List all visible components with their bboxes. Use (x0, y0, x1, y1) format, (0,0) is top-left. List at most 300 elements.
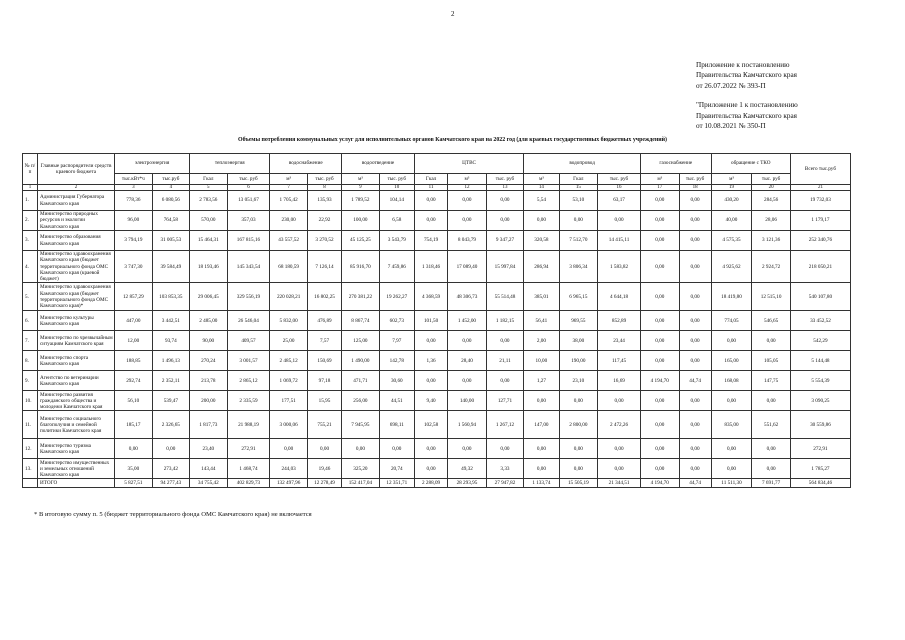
cell-value: 3 442,51 (152, 311, 189, 331)
column-number: 21 (790, 185, 850, 191)
approval-line: Правительства Камчатского края (696, 71, 797, 80)
cell-value: 0,00 (486, 439, 524, 459)
column-number: 18 (679, 185, 711, 191)
cell-value: 3 000,06 (270, 411, 307, 439)
cell-value: 53,10 (559, 191, 598, 211)
cell-value: 15,95 (307, 391, 341, 411)
cell-value: 286,94 (524, 251, 559, 283)
cell-value: 105,05 (752, 351, 791, 371)
column-number: 20 (752, 185, 791, 191)
cell-value: 0,00 (640, 211, 679, 231)
cell-value: 774,05 (711, 311, 752, 331)
column-number: 12 (448, 185, 487, 191)
cell-value: 2 472,26 (598, 411, 641, 439)
column-number: 10 (379, 185, 414, 191)
total-number (23, 479, 38, 488)
cell-value: 284,56 (752, 191, 791, 211)
cell-value: 1 468,74 (227, 459, 270, 479)
cell-value: 16 802,25 (307, 283, 341, 311)
cell-value: 97,18 (307, 371, 341, 391)
row-number: 5. (23, 283, 38, 311)
cell-value: 272,91 (227, 439, 270, 459)
cell-value: 270 381,22 (342, 283, 379, 311)
row-name: Министерство социального благополучия и семейной политики Камчатского края (37, 411, 114, 439)
approval-line: от 10.08.2021 № 350-П (696, 122, 766, 131)
row-name: Министерство образования Камчатского края (37, 231, 114, 251)
cell-value: 7 945,95 (342, 411, 379, 439)
cell-value: 1,27 (524, 371, 559, 391)
row-number: 6. (23, 311, 38, 331)
cell-value: 4 194,70 (640, 371, 679, 391)
cell-value: 6,58 (379, 211, 414, 231)
cell-value: 28,40 (448, 351, 487, 371)
cell-value: 0,00 (679, 231, 711, 251)
cell-value: 0,00 (115, 439, 152, 459)
column-number: 8 (307, 185, 341, 191)
cell-value: 29 006,45 (190, 283, 227, 311)
header-total: Всего тыс.руб (790, 154, 850, 185)
cell-value: 1 069,72 (270, 371, 307, 391)
cell-value: 218 050,21 (790, 251, 850, 283)
cell-value: 56,41 (524, 311, 559, 331)
cell-value: 43 557,52 (270, 231, 307, 251)
row-name: Министерство культуры Камчатского края (37, 311, 114, 331)
cell-value: 0,00 (448, 211, 487, 231)
cell-value: 3 806,34 (559, 251, 598, 283)
cell-value: 101,50 (414, 311, 447, 331)
row-number: 7. (23, 331, 38, 351)
row-number: 13. (23, 459, 38, 479)
header-row (23, 154, 851, 174)
cell-value: 2 924,72 (752, 251, 791, 283)
row-number: 11. (23, 411, 38, 439)
cell-value: 1 452,00 (448, 311, 487, 331)
total-value: 7 691,77 (752, 479, 791, 488)
total-value: 152 417,04 (342, 479, 379, 488)
cell-value: 2 485,12 (270, 351, 307, 371)
cell-value: 0,00 (448, 371, 487, 391)
row-number: 10. (23, 391, 38, 411)
table-row (23, 251, 851, 283)
cell-value: 0,00 (640, 251, 679, 283)
cell-value: 270,24 (190, 351, 227, 371)
cell-value: 0,00 (711, 439, 752, 459)
cell-value: 0,00 (486, 331, 524, 351)
total-value: 12 351,71 (379, 479, 414, 488)
cell-value: 12 857,29 (115, 283, 152, 311)
cell-value: 0,00 (640, 391, 679, 411)
cell-value: 12 515,10 (752, 283, 791, 311)
total-value: 5 827,51 (115, 479, 152, 488)
cell-value: 329 556,19 (227, 283, 270, 311)
cell-value: 20,74 (379, 459, 414, 479)
cell-value: 4 575,35 (711, 231, 752, 251)
cell-value: 150,69 (307, 351, 341, 371)
cell-value: 1 490,00 (342, 351, 379, 371)
cell-value: 0,00 (679, 391, 711, 411)
cell-value: 357,03 (227, 211, 270, 231)
cell-value: 44,74 (679, 371, 711, 391)
cell-value: 764,58 (152, 211, 189, 231)
cell-value: 4 368,59 (414, 283, 447, 311)
cell-value: 0,00 (524, 439, 559, 459)
cell-value: 835,00 (711, 411, 752, 439)
cell-value: 25,00 (270, 331, 307, 351)
cell-value: 292,74 (115, 371, 152, 391)
cell-value: 147,75 (752, 371, 791, 391)
cell-value: 145 343,54 (227, 251, 270, 283)
column-number: 14 (524, 185, 559, 191)
total-value: 1 133,74 (524, 479, 559, 488)
cell-value: 9,40 (414, 391, 447, 411)
header-unit: тыс. руб (752, 174, 791, 185)
cell-value: 135,93 (307, 191, 341, 211)
cell-value: 2 352,11 (152, 371, 189, 391)
cell-value: 30 559,86 (790, 411, 850, 439)
cell-value: 551,62 (752, 411, 791, 439)
cell-value: 8 867,74 (342, 311, 379, 331)
cell-value: 2 326,65 (152, 411, 189, 439)
cell-value: 252 340,76 (790, 231, 850, 251)
cell-value: 244,03 (270, 459, 307, 479)
cell-value: 539,47 (152, 391, 189, 411)
cell-value: 185,17 (115, 411, 152, 439)
cell-value: 3 543,79 (379, 231, 414, 251)
cell-value: 0,00 (486, 211, 524, 231)
cell-value: 1 182,15 (486, 311, 524, 331)
cell-value: 12,00 (115, 331, 152, 351)
cell-value: 447,00 (115, 311, 152, 331)
cell-value: 0,00 (414, 331, 447, 351)
cell-value: 0,00 (152, 439, 189, 459)
cell-value: 55 514,48 (486, 283, 524, 311)
row-number: 4. (23, 251, 38, 283)
cell-value: 1 785,27 (790, 459, 850, 479)
cell-value: 1 318,46 (414, 251, 447, 283)
header-unit: тыс. руб (307, 174, 341, 185)
row-number: 1. (23, 191, 38, 211)
header-group: водоотведение (342, 154, 415, 174)
header-unit: м³ (524, 174, 559, 185)
total-value: 12 278,49 (307, 479, 341, 488)
cell-value: 13 051,67 (227, 191, 270, 211)
cell-value: 90,00 (190, 331, 227, 351)
cell-value: 0,00 (752, 439, 791, 459)
column-number: 1 (23, 185, 38, 191)
table-row (23, 211, 851, 231)
cell-value: 3 270,52 (307, 231, 341, 251)
cell-value: 0,00 (640, 351, 679, 371)
table-row (23, 439, 851, 459)
document-title: Объемы потребления коммунальных услуг для исполнительных органов Камчатского края на 2022 год (для краевых государственных бюджетных учреждений) (238, 137, 667, 143)
cell-value: 0,00 (752, 331, 791, 351)
cell-value: 0,00 (414, 439, 447, 459)
cell-value: 0,00 (270, 439, 307, 459)
cell-value: 28,06 (752, 211, 791, 231)
cell-value: 6 965,15 (559, 283, 598, 311)
approval-line: Приложение к постановлению (696, 61, 790, 69)
cell-value: 0,00 (679, 411, 711, 439)
header-unit: м³ (711, 174, 752, 185)
cell-value: 143,44 (190, 459, 227, 479)
column-number: 3 (115, 185, 152, 191)
header-group: газоснабжение (640, 154, 711, 174)
cell-value: 3 090,25 (790, 391, 850, 411)
cell-value: 0,00 (307, 439, 341, 459)
cell-value: 1 789,52 (342, 191, 379, 211)
table-row (23, 331, 851, 351)
cell-value: 0,00 (679, 351, 711, 371)
cell-value: 476,89 (307, 311, 341, 331)
row-name: Министерство природных ресурсов и экологии Камчатского края (37, 211, 114, 231)
column-number: 2 (37, 185, 114, 191)
column-number: 16 (598, 185, 641, 191)
row-name: Министерство имущественных и земельных отношений Камчатского края (37, 459, 114, 479)
header-unit: тыс. руб (486, 174, 524, 185)
row-name: Министерство здравоохранения Камчатского края (бюджет территориального фонда ОМС Камчатского края (краевой бюджет) (37, 251, 114, 283)
cell-value: 168,08 (711, 371, 752, 391)
table-row (23, 391, 851, 411)
cell-value: 190,00 (559, 351, 598, 371)
header-unit: тыс.руб (152, 174, 189, 185)
cell-value: 18 193,46 (190, 251, 227, 283)
column-number: 17 (640, 185, 679, 191)
cell-value: 44,51 (379, 391, 414, 411)
cell-value: 23,40 (190, 439, 227, 459)
cell-value: 385,01 (524, 283, 559, 311)
cell-value: 0,00 (598, 459, 641, 479)
approval-line: от 26.07.2022 № 393-П (696, 81, 766, 90)
header-unit: м³ (448, 174, 487, 185)
cell-value: 39 584,49 (152, 251, 189, 283)
cell-value: 540 107,80 (790, 283, 850, 311)
cell-value: 546,65 (752, 311, 791, 331)
header-unit: Гкал (559, 174, 598, 185)
cell-value: 320,58 (524, 231, 559, 251)
cell-value: 0,00 (524, 459, 559, 479)
cell-value: 19 262,27 (379, 283, 414, 311)
cell-value: 0,00 (342, 439, 379, 459)
cell-value: 0,00 (524, 391, 559, 411)
total-value: 2 288,09 (414, 479, 447, 488)
cell-value: 2 485,00 (190, 311, 227, 331)
cell-value: 1 817,73 (190, 411, 227, 439)
cell-value: 165,00 (711, 351, 752, 371)
cell-value: 409,57 (227, 331, 270, 351)
cell-value: 21 988,19 (227, 411, 270, 439)
approval-line: "Приложение 1 к постановлению (696, 101, 798, 110)
cell-value: 0,00 (711, 331, 752, 351)
total-label: ИТОГО (37, 479, 114, 488)
cell-value: 147,00 (524, 411, 559, 439)
cell-value: 38,00 (559, 331, 598, 351)
row-number: 9. (23, 371, 38, 391)
cell-value: 3 747,30 (115, 251, 152, 283)
cell-value: 0,00 (752, 459, 791, 479)
cell-value: 23,44 (598, 331, 641, 351)
cell-value: 2,00 (524, 331, 559, 351)
approval-line: Правительства Камчатского края (696, 111, 797, 120)
cell-value: 0,00 (640, 439, 679, 459)
cell-value: 0,00 (679, 331, 711, 351)
cell-value: 1 179,17 (790, 211, 850, 231)
cell-value: 0,00 (711, 391, 752, 411)
cell-value: 200,00 (190, 391, 227, 411)
cell-value: 0,00 (640, 311, 679, 331)
cell-value: 6 080,56 (152, 191, 189, 211)
cell-value: 8 043,79 (448, 231, 487, 251)
cell-value: 127,71 (486, 391, 524, 411)
table-row (23, 371, 851, 391)
header-group: теплоэнергия (190, 154, 270, 174)
cell-value: 0,00 (414, 371, 447, 391)
header-unit-row (23, 174, 851, 185)
cell-value: 31 005,53 (152, 231, 189, 251)
cell-value: 16,69 (598, 371, 641, 391)
table-row (23, 411, 851, 439)
header-group: обращение с ТКО (711, 154, 790, 174)
cell-value: 63,17 (598, 191, 641, 211)
cell-value: 0,00 (711, 459, 752, 479)
footnote: * В итоговую сумму п. 5 (бюджет территориального фонда ОМС Камчатского края) не включается (34, 511, 312, 518)
column-number: 6 (227, 185, 270, 191)
cell-value: 19 732,03 (790, 191, 850, 211)
cell-value: 1 705,42 (270, 191, 307, 211)
cell-value: 117,45 (598, 351, 641, 371)
total-value: 94 277,43 (152, 479, 189, 488)
row-number: 12. (23, 439, 38, 459)
cell-value: 0,00 (679, 439, 711, 459)
cell-value: 0,00 (679, 459, 711, 479)
cell-value: 0,00 (414, 211, 447, 231)
total-value: 564 834,46 (790, 479, 850, 488)
cell-value: 5 144,48 (790, 351, 850, 371)
cell-value: 0,00 (414, 191, 447, 211)
cell-value: 17 089,40 (448, 251, 487, 283)
cell-value: 15 997,84 (486, 251, 524, 283)
cell-value: 4 644,18 (598, 283, 641, 311)
table-row (23, 311, 851, 331)
column-number: 11 (414, 185, 447, 191)
cell-value: 26 546,04 (227, 311, 270, 331)
cell-value: 430,20 (711, 191, 752, 211)
header-unit: тыс.кВт*ч (115, 174, 152, 185)
row-name: Министерство спорта Камчатского края (37, 351, 114, 371)
cell-value: 2 800,00 (559, 411, 598, 439)
cell-value: 68 180,59 (270, 251, 307, 283)
cell-value: 471,71 (342, 371, 379, 391)
utilities-table (22, 153, 851, 488)
cell-value: 3,33 (486, 459, 524, 479)
cell-value: 96,00 (115, 211, 152, 231)
cell-value: 167 815,16 (227, 231, 270, 251)
total-value: 27 947,82 (486, 479, 524, 488)
column-number: 4 (152, 185, 189, 191)
cell-value: 0,00 (598, 391, 641, 411)
total-value: 11 511,30 (711, 479, 752, 488)
row-name: Министерство по чрезвычайным ситуациям Камчатского края (37, 331, 114, 351)
cell-value: 49,32 (448, 459, 487, 479)
header-unit: тыс. руб (379, 174, 414, 185)
cell-value: 0,00 (752, 391, 791, 411)
cell-value: 3 001,57 (227, 351, 270, 371)
row-name: Министерство туризма Камчатского края (37, 439, 114, 459)
header-unit: м³ (270, 174, 307, 185)
cell-value: 0,00 (640, 411, 679, 439)
cell-value: 0,00 (679, 211, 711, 231)
cell-value: 852,89 (598, 311, 641, 331)
cell-value: 754,19 (414, 231, 447, 251)
total-value: 28 293,95 (448, 479, 487, 488)
column-number: 9 (342, 185, 379, 191)
column-number: 7 (270, 185, 307, 191)
row-number: 3. (23, 231, 38, 251)
cell-value: 23,10 (559, 371, 598, 391)
cell-value: 9 347,27 (486, 231, 524, 251)
cell-value: 602,73 (379, 311, 414, 331)
cell-value: 10,00 (524, 351, 559, 371)
header-name: Главные распорядители средств краевого бюджета (37, 154, 114, 185)
header-group: водоснабжение (270, 154, 342, 174)
page-number: 2 (451, 10, 455, 18)
cell-value: 7,97 (379, 331, 414, 351)
header-group: электроэнергия (115, 154, 190, 174)
total-row (23, 479, 851, 488)
cell-value: 0,00 (679, 251, 711, 283)
cell-value: 48 306,73 (448, 283, 487, 311)
cell-value: 4 925,62 (711, 251, 752, 283)
cell-value: 0,00 (448, 331, 487, 351)
header-unit: тыс. руб (679, 174, 711, 185)
header-unit: Гкал (190, 174, 227, 185)
cell-value: 177,51 (270, 391, 307, 411)
cell-value: 125,00 (342, 331, 379, 351)
header-unit: м³ (342, 174, 379, 185)
cell-value: 93,74 (152, 331, 189, 351)
cell-value: 542,29 (790, 331, 850, 351)
total-value: 21 344,51 (598, 479, 641, 488)
cell-value: 213,78 (190, 371, 227, 391)
header-group: ЦТВС (414, 154, 523, 174)
cell-value: 100,00 (342, 211, 379, 231)
cell-value: 0,00 (640, 331, 679, 351)
cell-value: 5 554,39 (790, 371, 850, 391)
cell-value: 0,00 (679, 311, 711, 331)
total-value: 44,74 (679, 479, 711, 488)
cell-value: 56,10 (115, 391, 152, 411)
column-number: 15 (559, 185, 598, 191)
cell-value: 0,00 (640, 459, 679, 479)
table-row (23, 351, 851, 371)
total-value: 132 497,96 (270, 479, 307, 488)
cell-value: 272,91 (790, 439, 850, 459)
cell-value: 0,00 (559, 459, 598, 479)
column-number: 13 (486, 185, 524, 191)
header-number: № п/п (23, 154, 38, 185)
cell-value: 14 415,11 (598, 231, 641, 251)
cell-value: 22,92 (307, 211, 341, 231)
cell-value: 698,11 (379, 411, 414, 439)
cell-value: 0,00 (679, 283, 711, 311)
cell-value: 1 583,82 (598, 251, 641, 283)
row-name: Агентство по ветеринарии Камчатского края (37, 371, 114, 391)
cell-value: 230,00 (270, 211, 307, 231)
cell-value: 5,54 (524, 191, 559, 211)
row-name: Администрация Губернатора Камчатского края (37, 191, 114, 211)
cell-value: 3 794,19 (115, 231, 152, 251)
cell-value: 0,00 (598, 211, 641, 231)
header-unit: м³ (640, 174, 679, 185)
